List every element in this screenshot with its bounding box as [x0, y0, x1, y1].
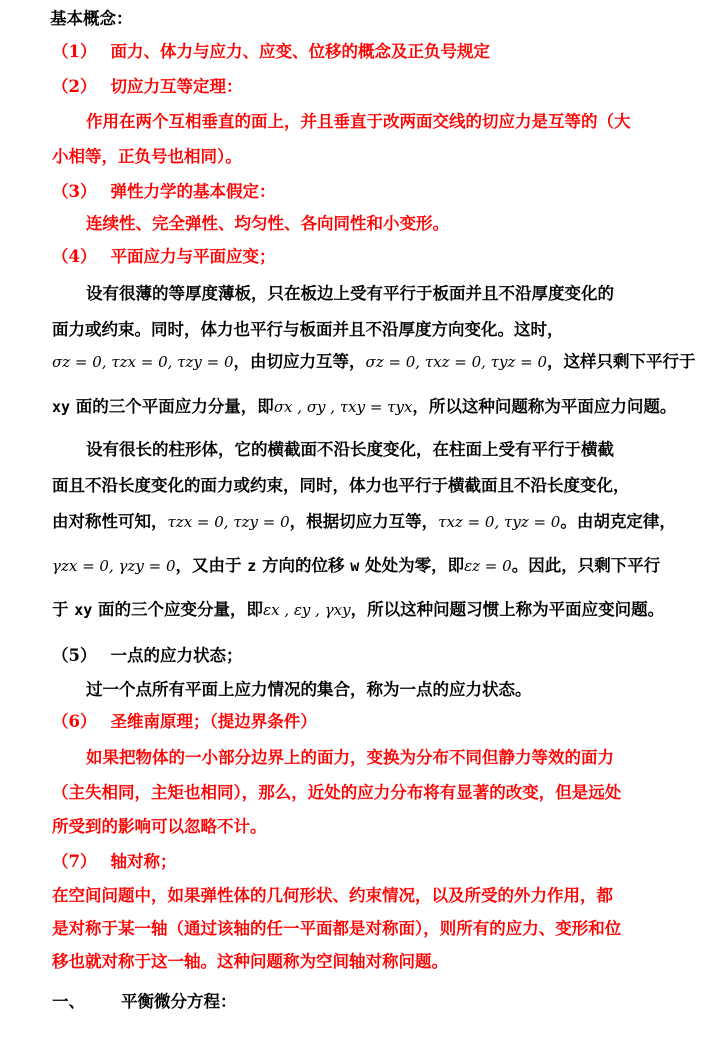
item-4-number: （4）: [52, 247, 97, 266]
section-one-heading: [52, 990, 720, 1014]
item-6-title: 圣维南原理；（提边界条件）: [110, 712, 317, 731]
z-label: z: [247, 557, 257, 575]
item-3-body: 连续性、完全弹性、均匀性、各向同性和小变形。: [86, 214, 449, 233]
formula-stress-zero-1: σz = 0, τzx = 0, τzy = 0: [52, 353, 234, 371]
item-5-title: 一点的应力状态；: [110, 646, 243, 665]
section-one-number: 一、: [52, 992, 85, 1011]
xy-label: xy: [52, 398, 71, 416]
formula-tau-zero-2: τxz = 0, τyz = 0: [438, 513, 561, 531]
item-7-body-line-3: 移也就对称于这一轴。这种问题称为空间轴对称问题。: [52, 952, 448, 971]
item-4: [52, 245, 720, 269]
item-1-number: （1）: [52, 42, 97, 61]
plane-stress-line-1: 设有很薄的等厚度薄板，只在板边上受有平行于板面并且不沿厚度变化的: [86, 284, 614, 303]
xy-label: xy: [74, 601, 93, 619]
plane-strain-line-4: [52, 554, 720, 578]
item-6: [52, 710, 720, 734]
text-segment: 方向的位移: [256, 556, 351, 575]
item-7-body-line-1: 在空间问题中，如果弹性体的几何形状、约束情况，以及所受的外力作用，都: [52, 886, 613, 905]
item-2-title: 切应力互等定理：: [110, 77, 243, 96]
item-2-number: （2）: [52, 77, 97, 96]
item-5-body: 过一个点所有平面上应力情况的集合，称为一点的应力状态。: [86, 680, 532, 699]
item-3-title: 弹性力学的基本假定：: [110, 182, 276, 201]
item-3-number: （3）: [52, 182, 97, 201]
item-3: [52, 180, 720, 204]
plane-stress-line-2: 面力或约束。同时，体力也平行与板面并且不沿厚度方向变化。这时，: [52, 320, 564, 339]
text-segment: 。因此，只剩下平行: [511, 556, 661, 575]
text-segment: ，所以这种问题称为平面应力问题。: [412, 397, 677, 416]
formula-gamma-zero: γzx = 0, γzy = 0: [52, 557, 176, 575]
plane-strain-line-5: [52, 598, 720, 622]
text-segment: ，所以这种问题习惯上称为平面应变问题。: [350, 600, 665, 619]
formula-stress-zero-2: σz = 0, τxz = 0, τyz = 0: [365, 353, 547, 371]
item-5: [52, 644, 720, 668]
section-heading: 基本概念：: [50, 9, 133, 28]
item-1-title: 面力、体力与应力、应变、位移的概念及正负号规定: [110, 42, 490, 61]
text-segment: 由对称性可知，: [52, 512, 168, 531]
item-7-number: （7）: [52, 852, 97, 871]
item-1: [52, 40, 720, 64]
formula-epsilon-zero: εz = 0: [464, 557, 512, 575]
formula-plane-stress-components: σx , σy , τxy = τyx: [273, 398, 413, 416]
item-2: [52, 75, 720, 99]
text-segment: 面的三个应变分量，即: [92, 600, 264, 619]
text-segment: ，根据切应力互等，: [289, 512, 439, 531]
text-segment: ，这样只剩下平行于: [547, 352, 696, 371]
plane-stress-line-3: [52, 350, 720, 374]
item-2-body-line-1: 作用在两个互相垂直的面上，并且垂直于改两面交线的切应力是互等的（大: [86, 112, 631, 131]
item-4-title: 平面应力与平面应变；: [110, 247, 276, 266]
text-segment: 处处为零，即: [359, 556, 465, 575]
text-segment: ，由切应力互等，: [233, 352, 366, 371]
section-one-title: 平衡微分方程：: [121, 992, 237, 1011]
w-label: w: [350, 557, 360, 575]
plane-strain-line-1: 设有很长的柱形体，它的横截面不沿长度变化，在柱面上受有平行于横截: [86, 440, 614, 459]
item-2-body-line-2: 小相等，正负号也相同）。: [52, 147, 242, 166]
item-7: [52, 850, 720, 874]
item-6-body-line-2: （主失相同，主矩也相同），那么，近处的应力分布将有显著的改变，但是远处: [52, 783, 622, 802]
plane-strain-line-3: [52, 510, 720, 534]
item-6-number: （6）: [52, 712, 97, 731]
item-7-body-line-2: 是对称于某一轴（通过该轴的任一平面都是对称面），则所有的应力、变形和位: [52, 919, 622, 938]
text-segment: 于: [52, 600, 75, 619]
item-5-number: （5）: [52, 646, 97, 665]
formula-strain-components: εx , εy , γxy: [263, 601, 351, 619]
text-segment: 面的三个平面应力分量，即: [70, 397, 274, 416]
plane-strain-line-2: 面且不沿长度变化的面力或约束，同时，体力也平行于横截面且不沿长度变化，: [52, 476, 630, 495]
text-segment: 。由胡克定律，: [560, 512, 676, 531]
item-6-body-line-1: 如果把物体的一小部分边界上的面力，变换为分布不同但静力等效的面力: [86, 748, 614, 767]
plane-stress-line-4: [52, 395, 720, 419]
formula-tau-zero-1: τzx = 0, τzy = 0: [167, 513, 290, 531]
text-segment: ，又由于: [175, 556, 248, 575]
item-6-body-line-3: 所受到的影响可以忽略不计。: [52, 817, 267, 836]
item-7-title: 轴对称；: [110, 852, 177, 871]
